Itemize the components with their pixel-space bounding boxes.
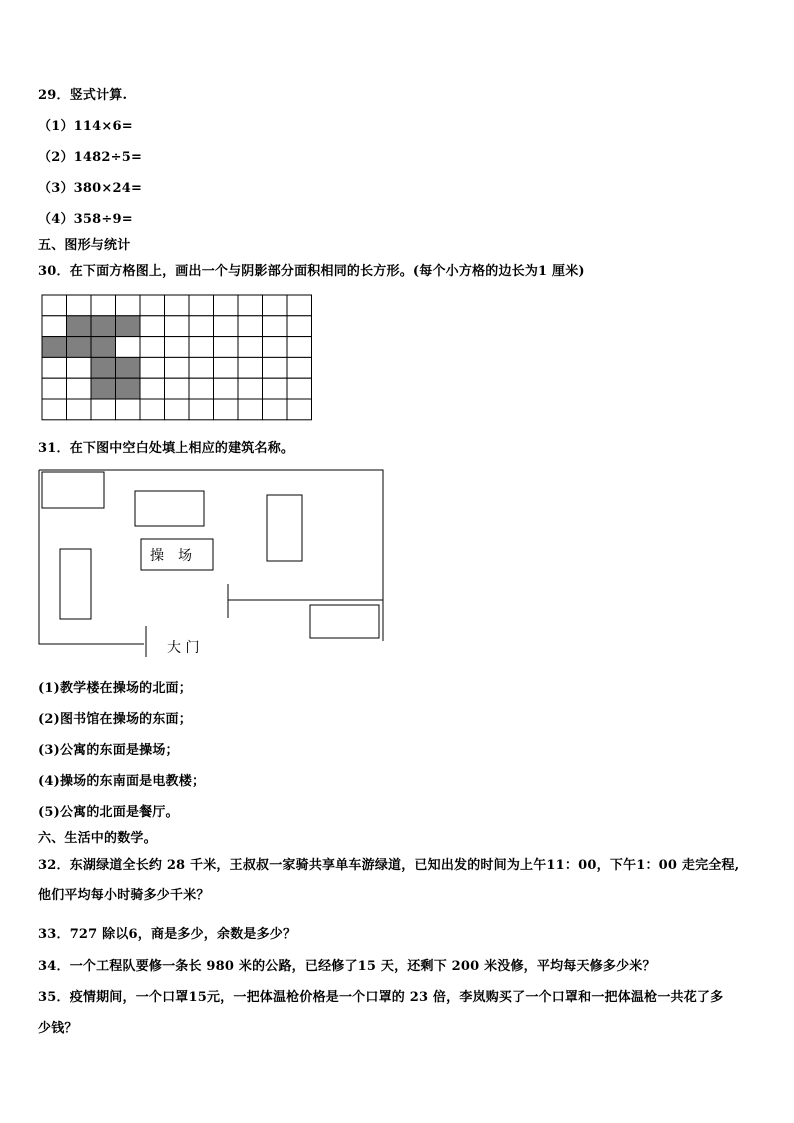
grid-cell[interactable] (189, 295, 214, 316)
grid-cell-shaded[interactable] (91, 337, 116, 358)
q31-statement-4: (4)操场的东南面是电教楼； (38, 774, 206, 789)
grid-cell[interactable] (238, 399, 263, 420)
grid-cell-shaded[interactable] (91, 378, 116, 399)
q30-grid[interactable] (41, 294, 317, 422)
grid-cell[interactable] (238, 295, 263, 316)
grid-cell[interactable] (263, 337, 288, 358)
grid-cell-shaded[interactable] (116, 378, 141, 399)
grid-cell[interactable] (263, 316, 288, 337)
q30-title: 30．在下面方格图上，画出一个与阴影部分面积相同的长方形。(每个小方格的边长为1 厘米) (38, 264, 585, 279)
grid-cell[interactable] (42, 378, 67, 399)
grid-cell[interactable] (287, 357, 312, 378)
q32-line-1: 32．东湖绿道全长约 28 千米，王叔叔一家骑共享单车游绿道，已知出发的时间为上午11：00，下午1：00 走完全程, (38, 858, 740, 873)
grid-cell-shaded[interactable] (91, 316, 116, 337)
grid-cell[interactable] (214, 337, 239, 358)
q31-title: 31．在下图中空白处填上相应的建筑名称。 (38, 441, 295, 456)
q31-statement-1: (1)教学楼在操场的北面； (38, 681, 192, 696)
grid-cell[interactable] (67, 378, 92, 399)
q32-line-2: 他们平均每小时骑多少千米？ (38, 888, 210, 903)
grid-cell[interactable] (238, 316, 263, 337)
grid-cell[interactable] (287, 399, 312, 420)
grid-cell[interactable] (67, 357, 92, 378)
grid-cell[interactable] (287, 295, 312, 316)
grid-cell[interactable] (287, 378, 312, 399)
grid-cell[interactable] (140, 357, 165, 378)
grid-cell[interactable] (287, 316, 312, 337)
section6-heading: 六、生活中的数学。 (38, 831, 157, 846)
grid-cell-shaded[interactable] (67, 337, 92, 358)
grid-cell[interactable] (165, 337, 190, 358)
grid-cell[interactable] (116, 295, 141, 316)
grid-cell[interactable] (189, 378, 214, 399)
blank-box-west[interactable] (60, 549, 91, 619)
q35-line-2: 少钱？ (38, 1021, 78, 1036)
grid-cell[interactable] (165, 295, 190, 316)
grid-cell[interactable] (165, 316, 190, 337)
grid-cell[interactable] (214, 399, 239, 420)
q31-statement-5: (5)公寓的北面是餐厅。 (38, 805, 179, 820)
grid-cell[interactable] (214, 357, 239, 378)
grid-cell-shaded[interactable] (42, 337, 67, 358)
grid-cell[interactable] (238, 357, 263, 378)
grid-cell[interactable] (189, 316, 214, 337)
grid-cell[interactable] (140, 316, 165, 337)
q29-item-4: （4）358÷9= (38, 212, 133, 227)
grid-cell[interactable] (42, 316, 67, 337)
grid-cell[interactable] (165, 399, 190, 420)
blank-box-east[interactable] (267, 495, 302, 561)
grid-cell[interactable] (140, 399, 165, 420)
grid-cell[interactable] (42, 295, 67, 316)
grid-cell[interactable] (287, 337, 312, 358)
q35-line-1: 35．疫情期间，一个口罩15元，一把体温枪价格是一个口罩的 23 倍，李岚购买了一个口罩和一把体温枪一共花了多 (38, 990, 724, 1005)
grid-cell[interactable] (238, 378, 263, 399)
grid-cell[interactable] (67, 295, 92, 316)
q29-title: 29．竖式计算. (38, 88, 128, 103)
playground-label: 操 场 (150, 548, 192, 564)
q29-item-1: （1）114×6= (38, 119, 133, 134)
grid-cell[interactable] (165, 378, 190, 399)
grid-cell[interactable] (42, 399, 67, 420)
grid-cell[interactable] (214, 295, 239, 316)
grid-cell[interactable] (238, 337, 263, 358)
q31-statement-2: (2)图书馆在操场的东面； (38, 712, 192, 727)
grid-cell[interactable] (214, 316, 239, 337)
grid-cell[interactable] (214, 378, 239, 399)
blank-box-north[interactable] (135, 491, 204, 526)
grid-cell[interactable] (263, 357, 288, 378)
q29-item-2: （2）1482÷5= (38, 150, 143, 165)
grid-cell[interactable] (165, 357, 190, 378)
grid-cell[interactable] (116, 399, 141, 420)
q33: 33．727 除以6，商是多少，余数是多少？ (38, 927, 297, 942)
q34: 34．一个工程队要修一条长 980 米的公路，已经修了15 天，还剩下 200 米没修，平均每天修多少米？ (38, 959, 656, 974)
grid-cell[interactable] (189, 357, 214, 378)
grid-cell[interactable] (91, 295, 116, 316)
grid-cell[interactable] (263, 399, 288, 420)
grid-cell[interactable] (67, 399, 92, 420)
grid-cell[interactable] (42, 357, 67, 378)
grid-cell[interactable] (140, 295, 165, 316)
grid-cell[interactable] (263, 295, 288, 316)
grid-cell[interactable] (189, 399, 214, 420)
blank-box-southeast[interactable] (310, 605, 379, 638)
grid-cell[interactable] (116, 337, 141, 358)
grid-cell[interactable] (189, 337, 214, 358)
grid-cell-shaded[interactable] (91, 357, 116, 378)
q29-item-3: （3）380×24= (38, 181, 143, 196)
blank-box-northwest[interactable] (42, 472, 104, 508)
grid-cell-shaded[interactable] (116, 316, 141, 337)
grid-cell[interactable] (91, 399, 116, 420)
grid-cell-shaded[interactable] (116, 357, 141, 378)
section5-heading: 五、图形与统计 (38, 238, 131, 253)
grid-cell[interactable] (140, 378, 165, 399)
gate-label: 大 门 (167, 640, 200, 656)
grid-cell-shaded[interactable] (67, 316, 92, 337)
q31-map (38, 468, 388, 660)
grid-cell[interactable] (140, 337, 165, 358)
q31-statement-3: (3)公寓的东面是操场； (38, 743, 179, 758)
grid-cell[interactable] (263, 378, 288, 399)
